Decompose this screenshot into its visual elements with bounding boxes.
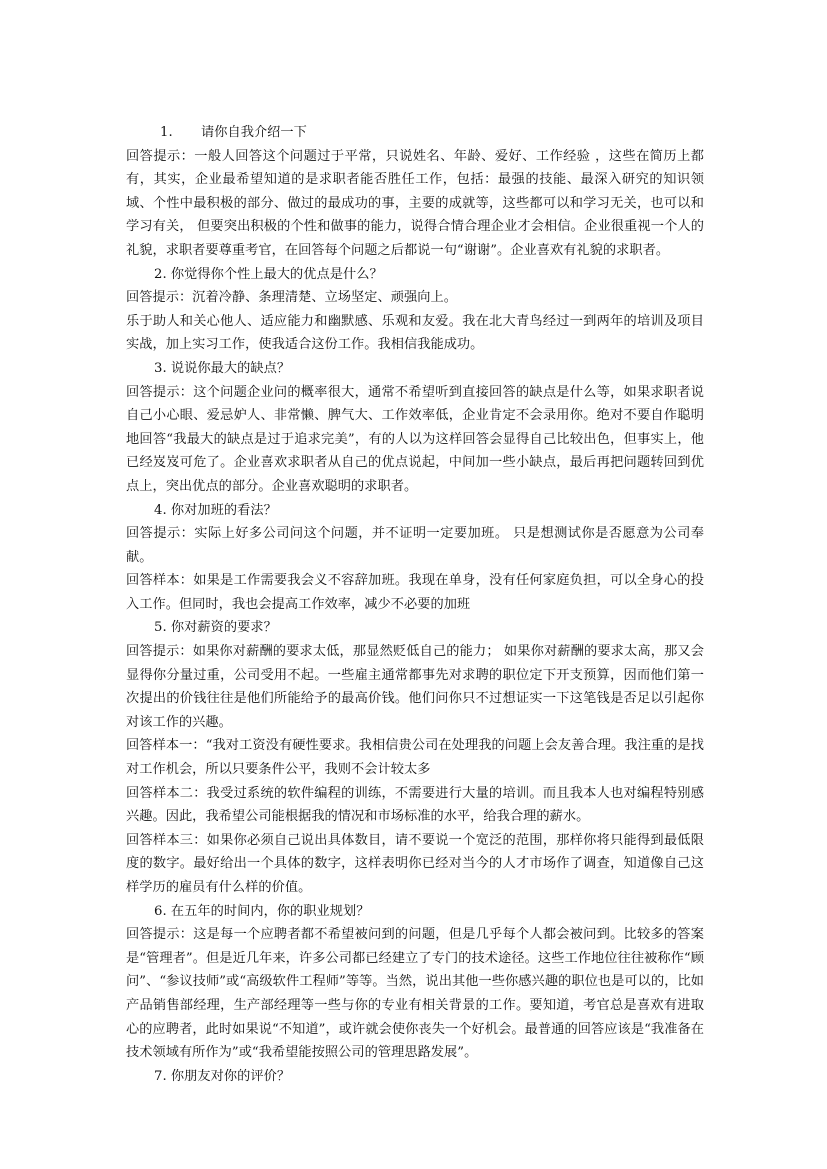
question-7: 7. 你朋友对你的评价？ <box>154 1068 291 1084</box>
document-body <box>126 121 704 1088</box>
question-1-number: 1. <box>160 125 173 140</box>
answer-hint-1: 回答提示：一般人回答这个问题过于平常，只说姓名、年龄、爱好、工作经验 ，这些在简历上都有，其实，企业最希望知道的是求职者能否胜任工作，包括：最强的技能、最深入研究的知识领域、个性中最积极的部分、做过的最成功的事，主要的成就等，这些都可以和学习无关，也可以和学习有关， 但要突出积极的个性和做事的能力，说得合情合理企业才会相信。企业很重视一个人的礼貌，求职者要尊重考官，在回答每个问题之后都说一句“谢谢”。企业喜欢有礼貌的求职者。 <box>126 148 704 258</box>
question-1 <box>126 121 704 145</box>
question-2: 2. 你觉得你个性上最大的优点是什么？ <box>154 266 383 282</box>
question-1-text: 请你自我介绍一下 <box>201 125 307 140</box>
answer-hint-6: 回答提示：这是每一个应聘者都不希望被问到的问题，但是几乎每个人都会被问到。比较多的答案是“管理者”。但是近几年来，许多公司都已经建立了专门的技术途径。这些工作地位往往被称作“顾问”、“参议技师”或“高级软件工程师”等等。当然，说出其他一些你感兴趣的职位也是可以的，比如产品销售部经理，生产部经理等一些与你的专业有相关背景的工作。要知道，考官总是喜欢有进取心的应聘者，此时如果说“不知道”，或许就会使你丧失一个好机会。最普通的回答应该是“我准备在技术领域有所作为”或“我希望能按照公司的管理思路发展”。 <box>126 927 704 1061</box>
question-6: 6. 在五年的时间内，你的职业规划？ <box>154 903 370 919</box>
question-3: 3. 说说你最大的缺点？ <box>154 360 291 376</box>
answer-hint-5: 回答提示：如果你对薪酬的要求太低，那显然贬低自己的能力； 如果你对薪酬的要求太高，那又会显得你分量过重，公司受用不起。一些雇主通常都事先对求聘的职位定下开支预算，因而他们第一次提出的价钱往往是他们所能给予的最高价钱。他们问你只不过想证实一下这笔钱是否足以引起你对该工作的兴趣。 <box>126 644 704 730</box>
answer-sample-4: 回答样本：如果是工作需要我会义不容辞加班。我现在单身，没有任何家庭负担，可以全身心的投入工作。但同时，我也会提高工作效率，减少不必要的加班 <box>126 573 704 612</box>
answer-sample-5-three: 回答样本三：如果你必须自己说出具体数目，请不要说一个宽泛的范围，那样你将只能得到最低限度的数字。最好给出一个具体的数字，这样表明你已经对当今的人才市场作了调查，知道像自己这样学历的雇员有什么样的价值。 <box>126 832 704 895</box>
answer-hint-2: 回答提示：沉着冷静、条理清楚、立场坚定、顽强向上。 <box>126 290 457 306</box>
answer-sample-5-two: 回答样本二：我受过系统的软件编程的训练，不需要进行大量的培训。而且我本人也对编程特别感兴趣。因此，我希望公司能根据我的情况和市场标准的水平，给我合理的薪水。 <box>126 785 704 825</box>
question-4: 4. 你对加班的看法？ <box>154 502 277 518</box>
answer-sample-5-one: 回答样本一：“我对工资没有硬性要求。我相信贵公司在处理我的问题上会友善合理。我注重的是找对工作机会，所以只要条件公平，我则不会计较太多 <box>126 738 704 778</box>
answer-hint-4: 回答提示：实际上好多公司问这个问题，并不证明一定要加班。 只是想测试你是否愿意为公司奉献。 <box>126 526 704 565</box>
question-5: 5. 你对薪资的要求？ <box>154 620 277 636</box>
answer-hint-3: 回答提示：这个问题企业问的概率很大，通常不希望听到直接回答的缺点是什么等，如果求职者说自己小心眼、爱忌妒人、非常懒、脾气大、工作效率低，企业肯定不会录用你。绝对不要自作聪明地回答“我最大的缺点是过于追求完美”，有的人以为这样回答会显得自己比较出色，但事实上，他已经岌岌可危了。企业喜欢求职者从自己的优点说起，中间加一些小缺点，最后再把问题转回到优点上，突出优点的部分。企业喜欢聪明的求职者。 <box>126 384 704 494</box>
answer-hint-2-continued: 乐于助人和关心他人、适应能力和幽默感、乐观和友爱。我在北大青鸟经过一到两年的培训及项目实战，加上实习工作，使我适合这份工作。我相信我能成功。 <box>126 313 704 353</box>
